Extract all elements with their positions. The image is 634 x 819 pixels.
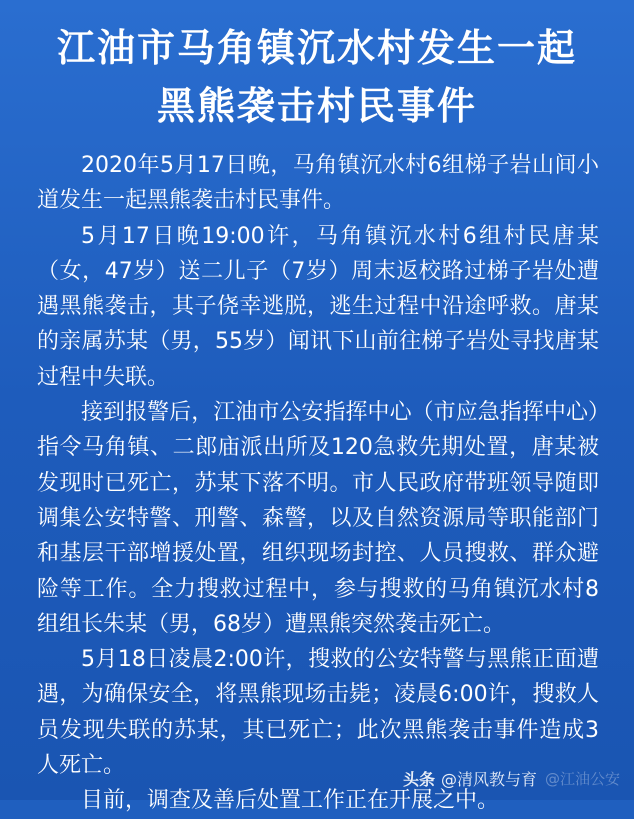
paragraph-2: 5月17日晚19:00许，马角镇沉水村6组村民唐某（女，47岁）送二儿子（7岁）周末返校路过梯子岩处遭遇黑熊袭击，其子侥幸逃脱，逃生过程中沿途呼救。唐某的亲属苏某（男，55岁）闻讯下山前往梯子岩处寻找唐某过程中失联。 bbox=[37, 223, 599, 390]
title-line-2: 黑熊袭击村民事件 bbox=[156, 84, 477, 128]
paragraph-3: 接到报警后，江油市公安指挥中心（市应急指挥中心）指令马角镇、二郎庙派出所及120急救先期处置，唐某被发现时已死亡，苏某下落不明。市人民政府带班领导随即调集公安特警、刑警、森警，以及自然资源局等职能部门和基层干部增援处置，组织现场封控、人员搜救、群众避险等工作。全力搜救过程中，参与搜救的马角镇沉水村8组组长朱某（男，68岁）遭黑熊突然袭击死亡。 bbox=[37, 400, 599, 637]
notice-body bbox=[37, 148, 599, 819]
paragraph-1: 2020年5月17日晚，马角镇沉水村6组梯子岩山间小道发生一起黑熊袭击村民事件。 bbox=[37, 153, 599, 214]
watermark bbox=[403, 767, 620, 790]
watermark-brand: 头条 bbox=[402, 770, 435, 789]
paragraph-4: 5月18日凌晨2:00许，搜救的公安特警与黑熊正面遭遇，为确保安全，将黑熊现场击毙；凌晨6:00许，搜救人员发现失联的苏某，其已死亡；此次黑熊袭击事件造成3人死亡。 bbox=[37, 647, 599, 779]
watermark-handle: @清风教与育 bbox=[440, 770, 537, 789]
paragraph-5: 目前，调查及善后处置工作正在开展之中。 bbox=[81, 788, 500, 814]
watermark-ghost: @江油公安 bbox=[544, 770, 620, 788]
title-line-1: 江油市马角镇沉水村发生一起 bbox=[56, 26, 577, 70]
